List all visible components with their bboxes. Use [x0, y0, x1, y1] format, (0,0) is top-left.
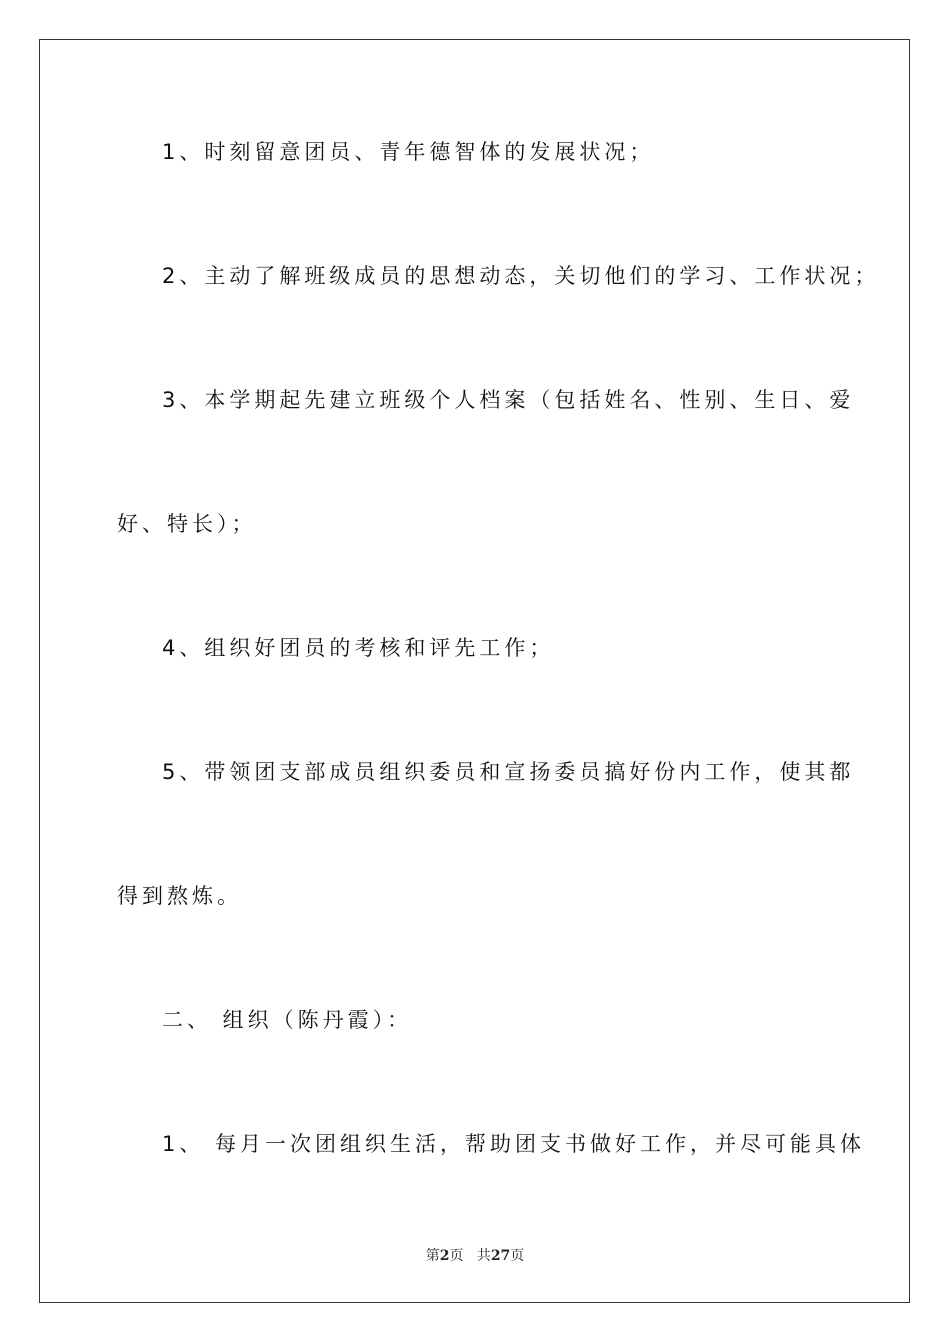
- paragraph-line-1: 1、时刻留意团员、青年德智体的发展状况；: [162, 140, 655, 164]
- footer-page-suffix: 页: [449, 1248, 464, 1264]
- page-footer: [0, 1246, 950, 1266]
- footer-total-suffix: 页: [510, 1248, 525, 1264]
- paragraph-line-4: 好、特长）；: [117, 512, 257, 536]
- paragraph-line-7: 得到熬炼。: [117, 884, 242, 908]
- footer-total-pages: 27: [490, 1248, 511, 1264]
- footer-total-prefix: 共: [476, 1248, 491, 1264]
- paragraph-line-3: 3、本学期起先建立班级个人档案（包括姓名、性别、生日、爱: [162, 388, 855, 412]
- footer-page-prefix: 第: [425, 1248, 440, 1264]
- footer-page-number: 2: [439, 1248, 450, 1264]
- page-border: [39, 39, 910, 1303]
- paragraph-line-2: 2、主动了解班级成员的思想动态，关切他们的学习、工作状况；: [162, 264, 880, 288]
- section-heading: 二、 组织（陈丹霞）：: [162, 1008, 413, 1032]
- paragraph-line-9: 1、 每月一次团组织生活，帮助团支书做好工作，并尽可能具体: [162, 1132, 866, 1156]
- paragraph-line-6: 5、带领团支部成员组织委员和宣扬委员搞好份内工作，使其都: [162, 760, 855, 784]
- paragraph-line-5: 4、组织好团员的考核和评先工作；: [162, 636, 555, 660]
